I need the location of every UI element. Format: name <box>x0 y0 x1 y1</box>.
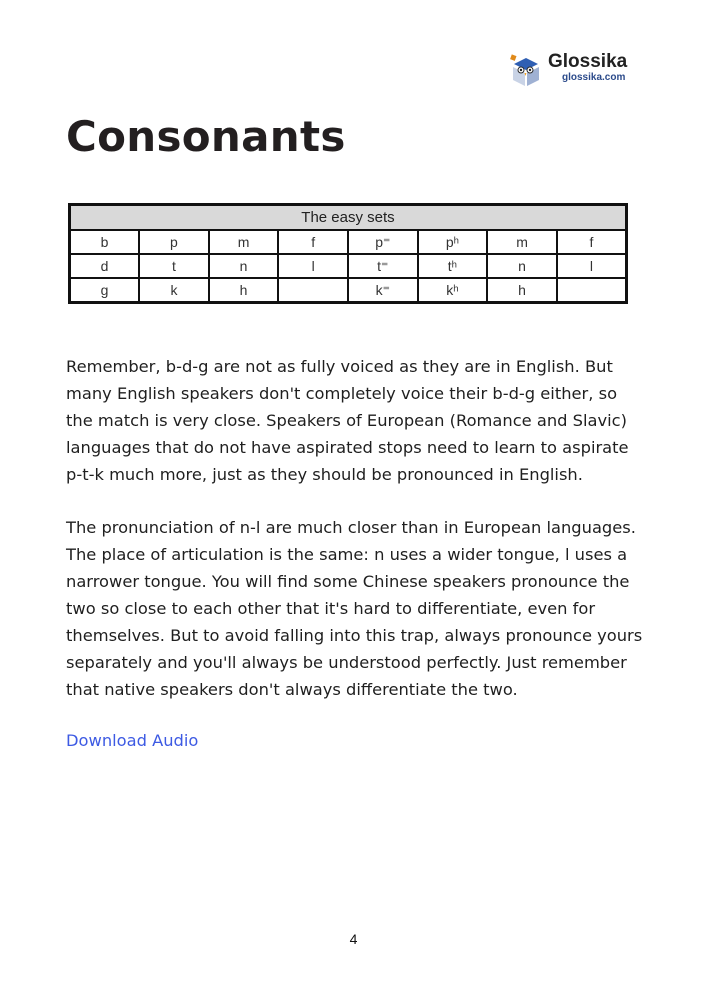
table-cell: t <box>139 254 209 278</box>
table-cell: m <box>209 230 279 254</box>
table-header-row <box>70 205 627 231</box>
table-cell: d <box>70 254 140 278</box>
table-cell: p <box>139 230 209 254</box>
table-row <box>70 278 627 303</box>
consonant-table <box>68 203 628 304</box>
table-cell: n <box>487 254 557 278</box>
logo-brand-text: Glossika <box>548 51 628 72</box>
table-cell: h <box>209 278 279 303</box>
table-cell: kʰ <box>418 278 488 303</box>
paragraph-nasal-lateral: The pronunciation of n-l are much closer than in European languages. The place of articulation is the same: n uses a wider tongue, l uses a narrower tongue. You will find some Chinese speakers pronounce the two so close to each other that it's hard to differentiate, even for themselves. But to avoid falling into this trap, always pronounce yours separately and you'll always be understood perfectly. Just remember that native speakers don't always differentiate the two. <box>66 518 643 699</box>
table-cell: tʰ <box>418 254 488 278</box>
owl-book-icon <box>508 50 544 88</box>
table-cell: f <box>557 230 627 254</box>
table-cell: m <box>487 230 557 254</box>
table-cell <box>557 278 627 303</box>
table-cell: t⁼ <box>348 254 418 278</box>
table-row <box>70 230 627 254</box>
table-cell: k <box>139 278 209 303</box>
table-cell: l <box>557 254 627 278</box>
page-title: Consonants <box>66 112 346 161</box>
table-header: The easy sets <box>70 205 627 231</box>
table-cell: g <box>70 278 140 303</box>
table-cell: f <box>278 230 348 254</box>
table-cell: p⁼ <box>348 230 418 254</box>
table-cell: h <box>487 278 557 303</box>
table-cell <box>278 278 348 303</box>
table-cell: l <box>278 254 348 278</box>
table-cell: n <box>209 254 279 278</box>
download-audio-link[interactable]: Download Audio <box>66 731 199 750</box>
table-cell: b <box>70 230 140 254</box>
table-cell: k⁼ <box>348 278 418 303</box>
table-cell: pʰ <box>418 230 488 254</box>
table-row <box>70 254 627 278</box>
glossika-logo[interactable] <box>508 50 648 90</box>
page-number: 4 <box>349 931 358 947</box>
paragraph-voicing: Remember, b-d-g are not as fully voiced as they are in English. But many English speakers don't completely voice their b-d-g either, so the match is very close. Speakers of European (Romance and Slavic) languages that do not have aspirated stops need to learn to aspirate p-t-k much more, just as they should be pronounced in English. <box>66 357 629 484</box>
logo-site-text[interactable]: glossika.com <box>562 72 626 83</box>
